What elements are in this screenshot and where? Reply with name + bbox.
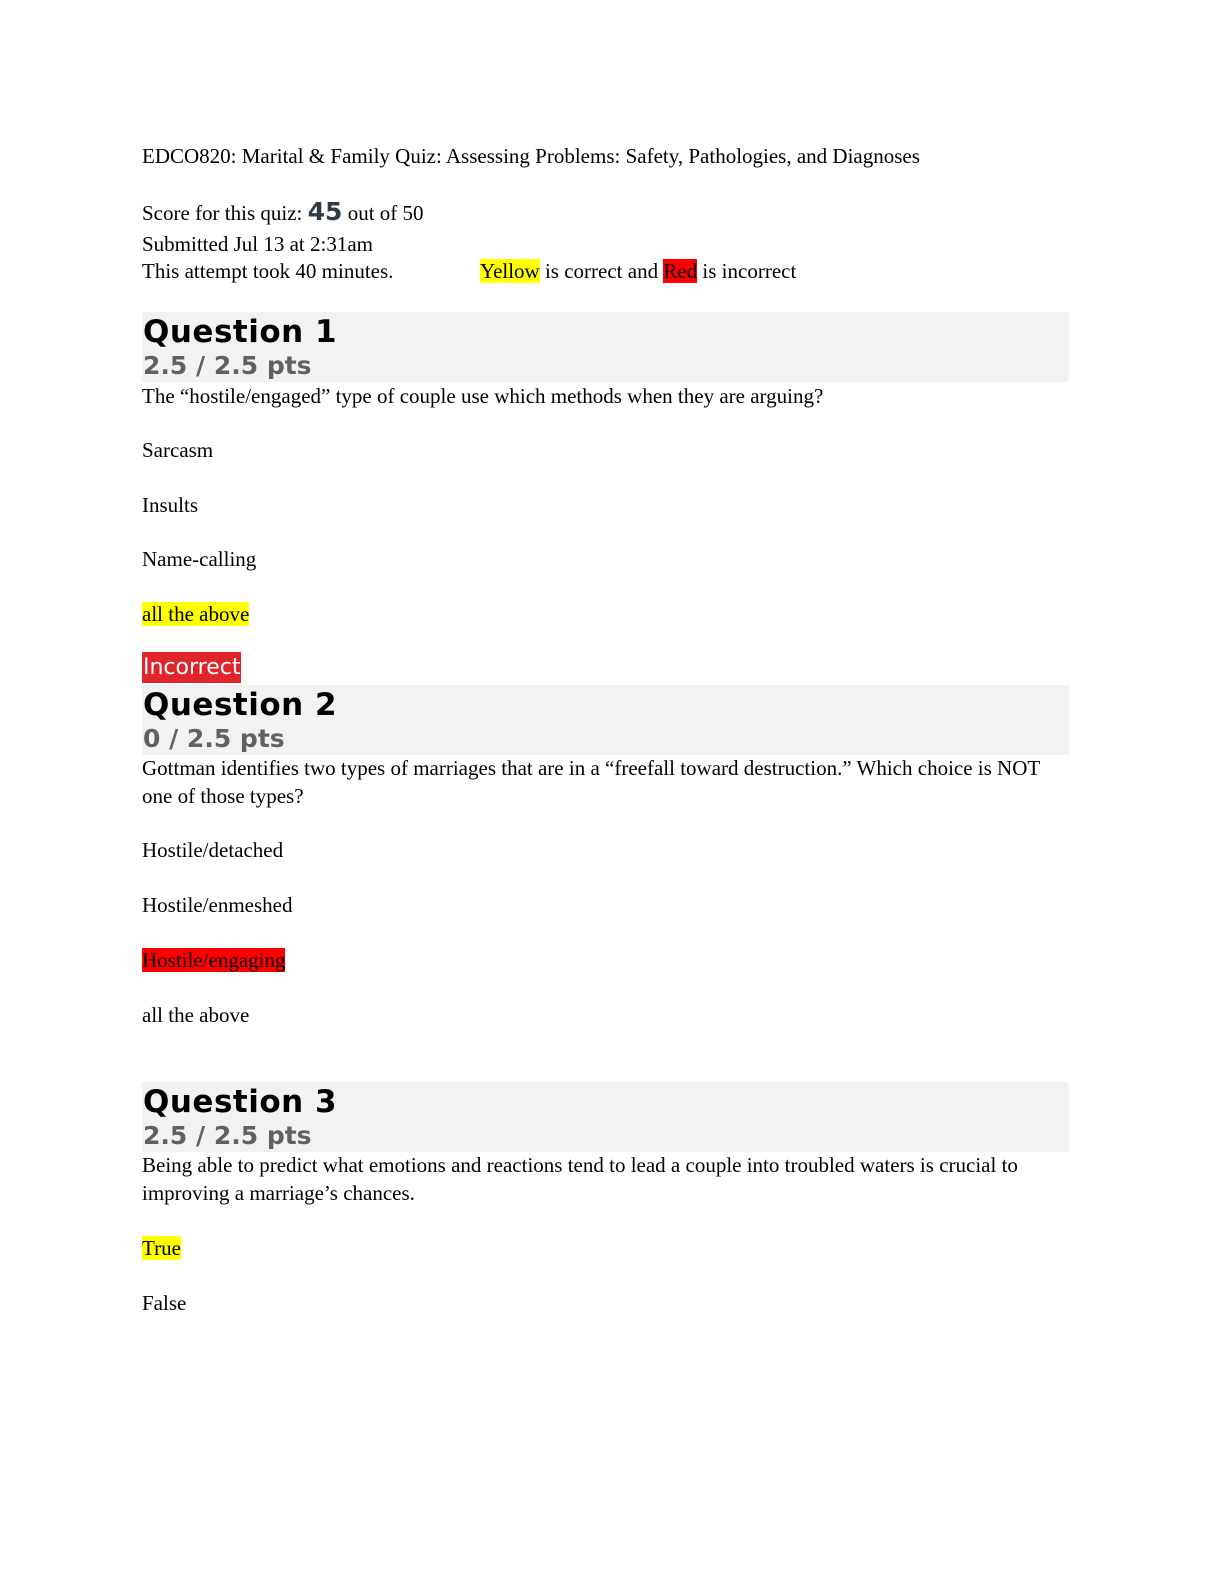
question-2-answer-4: all the above [142,1003,250,1027]
question-1-answer-3: Name-calling [142,547,257,571]
score-line [142,198,424,227]
question-3-header [142,1082,1069,1152]
quiz-title: EDCO820: Marital & Family Quiz: Assessing Problems: Safety, Pathologies, and Diagnoses [142,144,920,168]
question-1-answer-4 [142,600,249,628]
question-1-answer-2: Insults [142,493,199,517]
question-1-answer-4-highlight: all the above [142,602,250,626]
question-1-answer-1: Sarcasm [142,438,214,462]
question-2-points: 0 / 2.5 pts [143,724,285,753]
legend-middle: is correct and [539,259,664,283]
question-2-header [142,685,1069,755]
question-3-points: 2.5 / 2.5 pts [143,1121,312,1150]
attempt-duration: This attempt took 40 minutes. [142,259,394,283]
legend-end: is incorrect [697,259,797,283]
score-suffix: out of 50 [342,201,424,225]
color-legend [480,257,796,285]
legend-red: Red [663,259,698,283]
submitted-date: Submitted Jul 13 at 2:31am [142,232,373,256]
question-2-answer-1: Hostile/detached [142,838,284,862]
question-2-answer-3 [142,946,285,974]
question-3-answer-1 [142,1234,181,1262]
question-3-answer-2: False [142,1291,187,1315]
score-value: 45 [307,197,343,226]
question-3-answer-1-highlight: True [142,1236,181,1260]
question-2-answer-2: Hostile/enmeshed [142,893,293,917]
question-1-points: 2.5 / 2.5 pts [143,351,312,380]
question-2-text: Gottman identifies two types of marriages that are in a “freefall toward destruction.” Which choice is NOT one of those types? [142,756,1040,808]
question-2-answer-3-highlight: Hostile/engaging [142,948,286,972]
question-2-title: Question 2 [143,687,338,723]
question-1-header [142,312,1069,382]
question-3-text: Being able to predict what emotions and reactions tend to lead a couple into troubled waters is crucial to improving a marriage’s chances. [142,1153,1018,1205]
score-prefix: Score for this quiz: [142,201,308,225]
question-1-text: The “hostile/engaged” type of couple use which methods when they are arguing? [142,384,824,408]
legend-yellow: Yellow [480,259,540,283]
question-3-title: Question 3 [143,1084,338,1120]
question-1-title: Question 1 [143,314,338,350]
incorrect-badge: Incorrect [142,652,241,683]
